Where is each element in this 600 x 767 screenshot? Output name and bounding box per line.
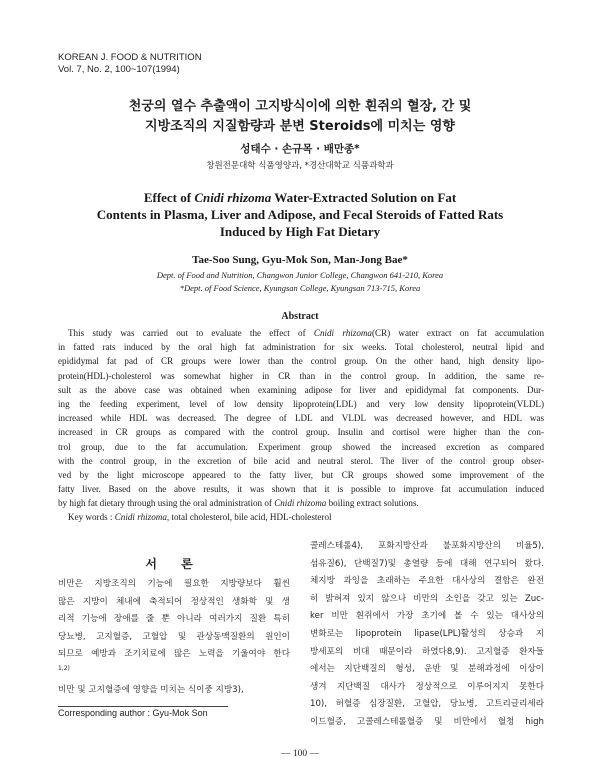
body-line: 방세포의 비대 때문이라 하였다8,9). 고지혈증 환자들 (310, 646, 544, 657)
abstract-body (58, 326, 544, 525)
section-heading-introduction: 서 론 (145, 557, 203, 571)
body-line: 되므로 예방과 조기치료에 많은 노력을 기울여야 한다 (58, 649, 290, 660)
abstract-line: increased in CR groups as compared with the control group. Insulin and cortisol were higher than the con- (58, 427, 544, 438)
abstract-species: Cnidi rhizoma (313, 328, 372, 338)
affiliations-english (40, 269, 560, 295)
title-korean (40, 97, 560, 137)
abstract-heading: Abstract (281, 311, 319, 322)
title-english (40, 189, 560, 240)
affiliations-korean: 창원전문대학 식품영양과, *경산대학교 식품과학과 (206, 161, 394, 171)
body-line: 생겨 지단백질 대사가 정상적으로 이루어지지 못한다 (310, 681, 544, 692)
abstract-line: epididymal fat pad of CR groups were lower than the control group. On the other hand, high density lipo- (58, 356, 544, 367)
keywords-list: , total cholesterol, bile acid, HDL-cholesterol (166, 512, 332, 523)
keywords (58, 510, 544, 524)
abstract-line: increased while HDL was decreased. The degree of LDL and VLDL was decreased however, and HDL was (58, 413, 544, 424)
abstract-line: ved by the light microscope appeared to the fatty liver, but CR groups showed some improvement of the (58, 469, 544, 480)
body-line: 리적 기능에 장애를 줄 뿐 아니라 여러가지 질환 특히 (58, 614, 290, 625)
keyword-species: Cnidi rhizoma (114, 512, 167, 523)
body-line: 에서는 지단백질의 형성, 운반 및 분해과정에 이상이 (310, 664, 544, 675)
journal-volume: Vol. 7, No. 2, 100~107(1994) (58, 64, 180, 75)
page-number: — 100 — (281, 749, 319, 759)
abstract-species: Cnidi rhizoma (274, 498, 327, 509)
abstract-line: sult as the above case was obtained when examining adipose for liver and epididymal fat components. Dur- (58, 384, 544, 395)
abstract-text: (CR) water extract on fat accumulation (371, 328, 544, 338)
abstract-line: in fatted rats induced by the oral high fat administration for six weeks. Total cholesterol, neutral lipid and (58, 342, 544, 353)
affiliation-english-1: Dept. of Food and Nutrition, Changwon Junior College, Changwon 641-210, Korea (156, 270, 444, 280)
title-english-species: Cnidi rhizoma (194, 190, 272, 205)
abstract-line (58, 326, 544, 340)
abstract-text: by high fat dietary through using the oral administration of (58, 498, 275, 509)
body-line: 비만은 지방조직의 기능에 필요한 지방량보다 훨씬 (58, 579, 290, 589)
footnote-divider (58, 706, 228, 707)
corresponding-author-footnote: Corresponding author : Gyu-Mok Son (58, 708, 208, 718)
body-line: 변화로는 lipoprotein lipase(LPL)활성의 상승과 지 (310, 628, 544, 639)
journal-name: KOREAN J. FOOD & NUTRITION (58, 52, 202, 63)
abstract-line (58, 496, 544, 510)
title-english-line1-pre: Effect of (143, 190, 195, 205)
body-line: 섬유질6), 단백질7)및 총열량 등에 대해 연구되어 왔다. (310, 558, 544, 569)
title-english-line3: Induced by High Fat Dietary (219, 224, 381, 239)
body-line: 히 밝혀져 있지 않으나 비만의 소인을 갖고 있는 Zuc- (310, 593, 544, 604)
body-left-column (58, 576, 290, 699)
abstract-line: with the control group, in the excretion of bile acid and neutral sterol. The liver of the control group obser- (58, 455, 544, 466)
body-line: 10), 허혈증 심장질환, 고혈압, 당뇨병, 고트리글리세라 (310, 699, 544, 710)
abstract-line: fatty liver. Based on the above results, it was shown that it is possible to improve fat accumulation induced (58, 484, 544, 495)
body-line: 콜레스테롤4), 포화지방산과 불포화지방산의 비율5), (310, 541, 544, 551)
abstract-line: ing the feeding experiment, level of low density lipoprotein(LDL) and very low density lipoprotein(VLDL) (58, 398, 544, 409)
affiliation-english-2: *Dept. of Food Science, Kyungsan College, Kyungsan 713-715, Korea (179, 283, 421, 293)
authors-english: Tae-Soo Sung, Gyu-Mok Son, Man-Jong Bae* (192, 254, 408, 266)
body-line: 체지방 과잉을 초래하는 주요한 대사상의 결함은 완전 (310, 576, 544, 587)
body-right-column (310, 538, 544, 732)
abstract-text: This study was carried out to evaluate the effect of (68, 328, 314, 338)
body-line: 당뇨병, 고지혈증, 고혈압 및 관상동맥질환의 원인이 (58, 631, 290, 642)
title-english-line2: Contents in Plasma, Liver and Adipose, and Fecal Steroids of Fatted Rats (96, 207, 504, 222)
title-korean-line2: 지방조직의 지질함량과 분변 Steroids에 미치는 영향 (145, 119, 455, 134)
title-english-line1 (40, 189, 560, 206)
title-english-line1-post: Water-Extracted Solution on Fat (271, 190, 457, 205)
body-line: 많은 지방이 체내에 축적되어 정상적인 생화학 및 생 (58, 596, 290, 607)
body-line: ker 비만 흰쥐에서 가장 초기에 볼 수 있는 대사상의 (310, 611, 544, 622)
body-line (58, 664, 290, 682)
journal-header (58, 52, 202, 76)
authors-korean: 성태수 · 손규목 · 배만종* (240, 143, 360, 155)
body-line: 비만 및 고지혈증에 영향을 미치는 식이중 지방3), (58, 684, 244, 695)
body-line: 이드혈증, 고콜레스테롤혈증 및 비만에서 혈청 high (310, 716, 544, 727)
abstract-line: trol group, due to the fat accumulation. Experiment group showed the increased excretion as compared (58, 441, 544, 452)
title-korean-line1: 천궁의 열수 추출액이 고지방식이에 의한 흰쥐의 혈장, 간 및 (128, 99, 472, 114)
abstract-text: boiling extract solutions. (326, 498, 419, 509)
citation-ref: 1,2) (58, 665, 70, 673)
keywords-label: Key words : (68, 512, 115, 523)
abstract-line: protein(HDL)-cholesterol was somewhat higher in CR than in the control group. In addition, the same re- (58, 370, 544, 381)
